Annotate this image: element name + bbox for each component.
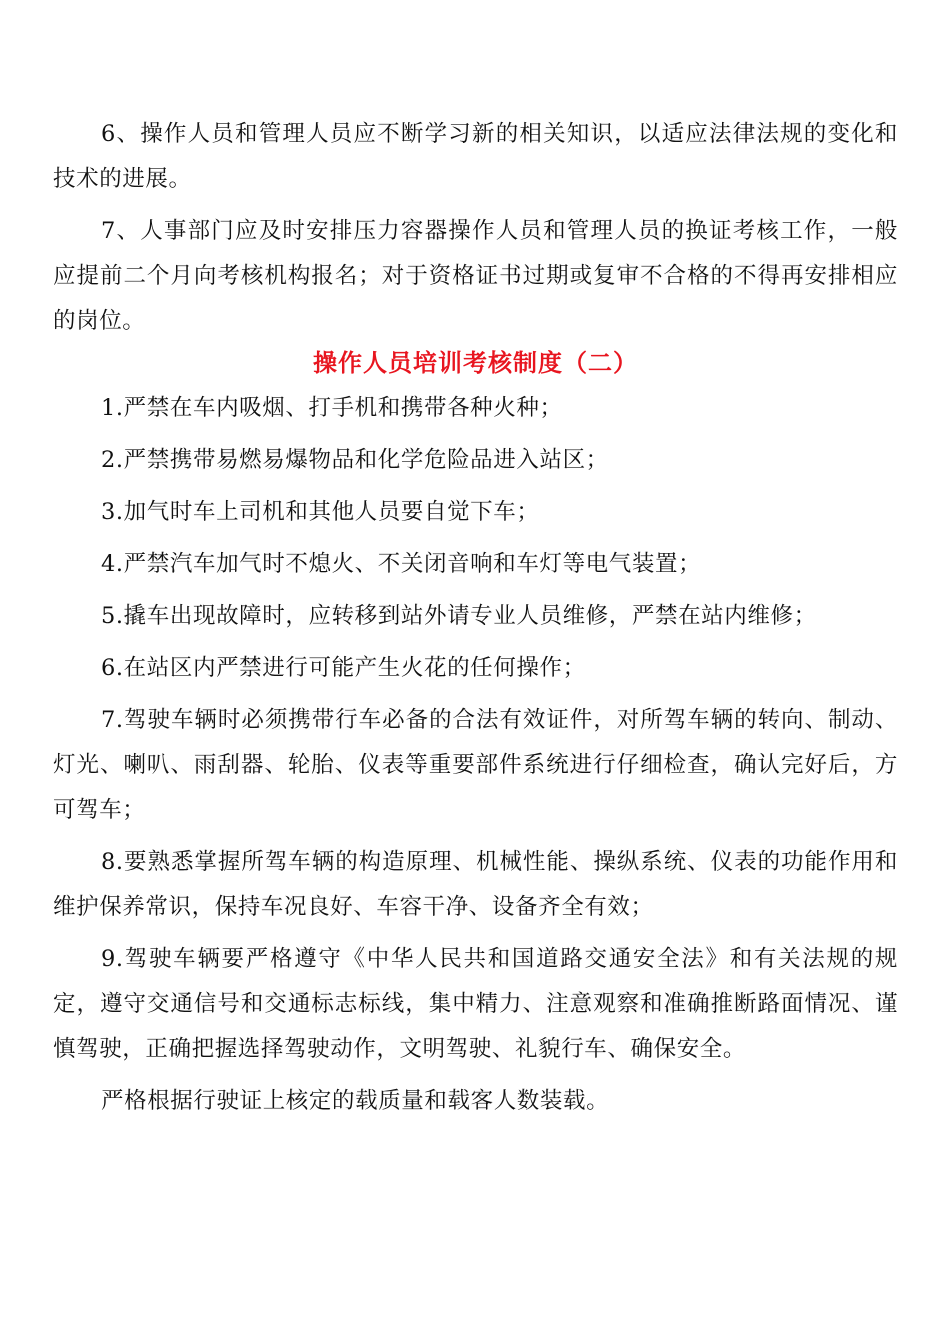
list-item-7: 7.驾驶车辆时必须携带行车必备的合法有效证件，对所驾车辆的转向、制动、灯光、喇叭、雨刮器、轮胎、仪表等重要部件系统进行仔细检查，确认完好后，方可驾车； [53,707,898,823]
list-item-5: 5.撬车出现故障时，应转移到站外请专业人员维修，严禁在站内维修； [101,603,817,629]
section-title: 操作人员培训考核制度（二） [313,348,638,377]
list-item-4: 4.严禁汽车加气时不熄火、不关闭音响和车灯等电气装置； [101,551,702,577]
list-item-2: 2.严禁携带易燃易爆物品和化学危险品进入站区； [101,447,609,473]
list-item-9: 9.驾驶车辆要严格遵守《中华人民共和国道路交通安全法》和有关法规的规定，遵守交通信号和交通标志标线，集中精力、注意观察和准确推断路面情况、谨慎驾驶，正确把握选择驾驶动作，文明驾驶、礼貌行车、确保安全。 [53,946,898,1062]
closing-paragraph: 严格根据行驶证上核定的载质量和载客人数装载。 [101,1088,610,1114]
document-page [53,112,898,1124]
paragraph-7: 7、人事部门应及时安排压力容器操作人员和管理人员的换证考核工作，一般应提前二个月向考核机构报名；对于资格证书过期或复审不合格的不得再安排相应的岗位。 [53,218,898,334]
paragraph-6: 6、操作人员和管理人员应不断学习新的相关知识，以适应法律法规的变化和技术的进展。 [53,121,898,192]
list-item-3: 3.加气时车上司机和其他人员要自觉下车； [101,499,540,525]
list-item-1: 1.严禁在车内吸烟、打手机和携带各种火种； [101,395,563,421]
list-item-6: 6.在站区内严禁进行可能产生火花的任何操作； [101,655,586,681]
list-item-8: 8.要熟悉掌握所驾车辆的构造原理、机械性能、操纵系统、仪表的功能作用和维护保养常识，保持车况良好、车容干净、设备齐全有效； [53,849,898,920]
